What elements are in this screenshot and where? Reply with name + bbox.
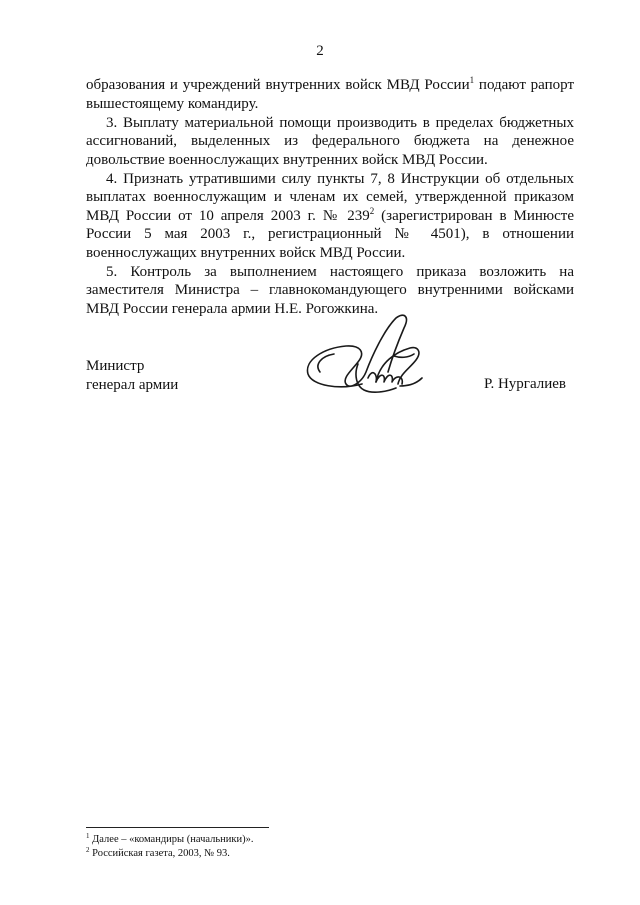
paragraph-text: (зарегистрирован в Минюсте России 5 мая 2003 г., регистрационный № 4501), в отношении военнослужащих внутренних войск МВД России.	[86, 207, 574, 261]
footnote-text: Российская газета, 2003, № 93.	[89, 847, 230, 859]
order-body	[86, 76, 574, 318]
footnote-2	[86, 847, 253, 861]
footnote-1	[86, 833, 253, 847]
footnote-separator	[86, 827, 269, 828]
paragraph-item-5: 5. Контроль за выполнением настоящего приказа возложить на заместителя Министра – главнокомандующего внутренними войсками МВД России генерала армии Н.Е. Рогожкина.	[86, 263, 574, 317]
signatory-name: Р. Нургалиев	[484, 376, 566, 392]
signatory-position: Министр	[86, 358, 145, 374]
paragraph-text: образования и учреждений внутренних войск МВД России	[86, 77, 470, 93]
footnotes	[86, 833, 253, 860]
footnote-text: Далее – «командиры (начальники)».	[89, 834, 254, 845]
handwritten-signature	[300, 312, 430, 412]
footnote-mark: 1	[86, 832, 90, 840]
paragraph-item-4	[86, 170, 574, 263]
signatory-title	[86, 357, 178, 395]
paragraph-continuation	[86, 76, 574, 113]
paragraph-text: подают рапорт вышестоящему командиру.	[86, 77, 575, 112]
paragraph-item-3: 3. Выплату материальной помощи производить в пределах бюджетных ассигнований, выделенных из федерального бюджета на денежное довольствие военнослужащих внутренних войск МВД России.	[86, 114, 574, 168]
footnote-ref-1: 1	[469, 75, 475, 85]
signatory-rank: генерал армии	[86, 377, 179, 393]
footnote-mark: 2	[86, 845, 90, 854]
footnote-ref-2: 2	[369, 205, 375, 216]
paragraph-text: 4. Признать утратившими силу пункты 7, 8 Инструкции об отдельных выплатах военнослужащим и членам их семей, утвержденной приказом МВД России от 10 апреля 2003 г. № 239	[86, 170, 574, 224]
page-number: 2	[316, 43, 324, 59]
